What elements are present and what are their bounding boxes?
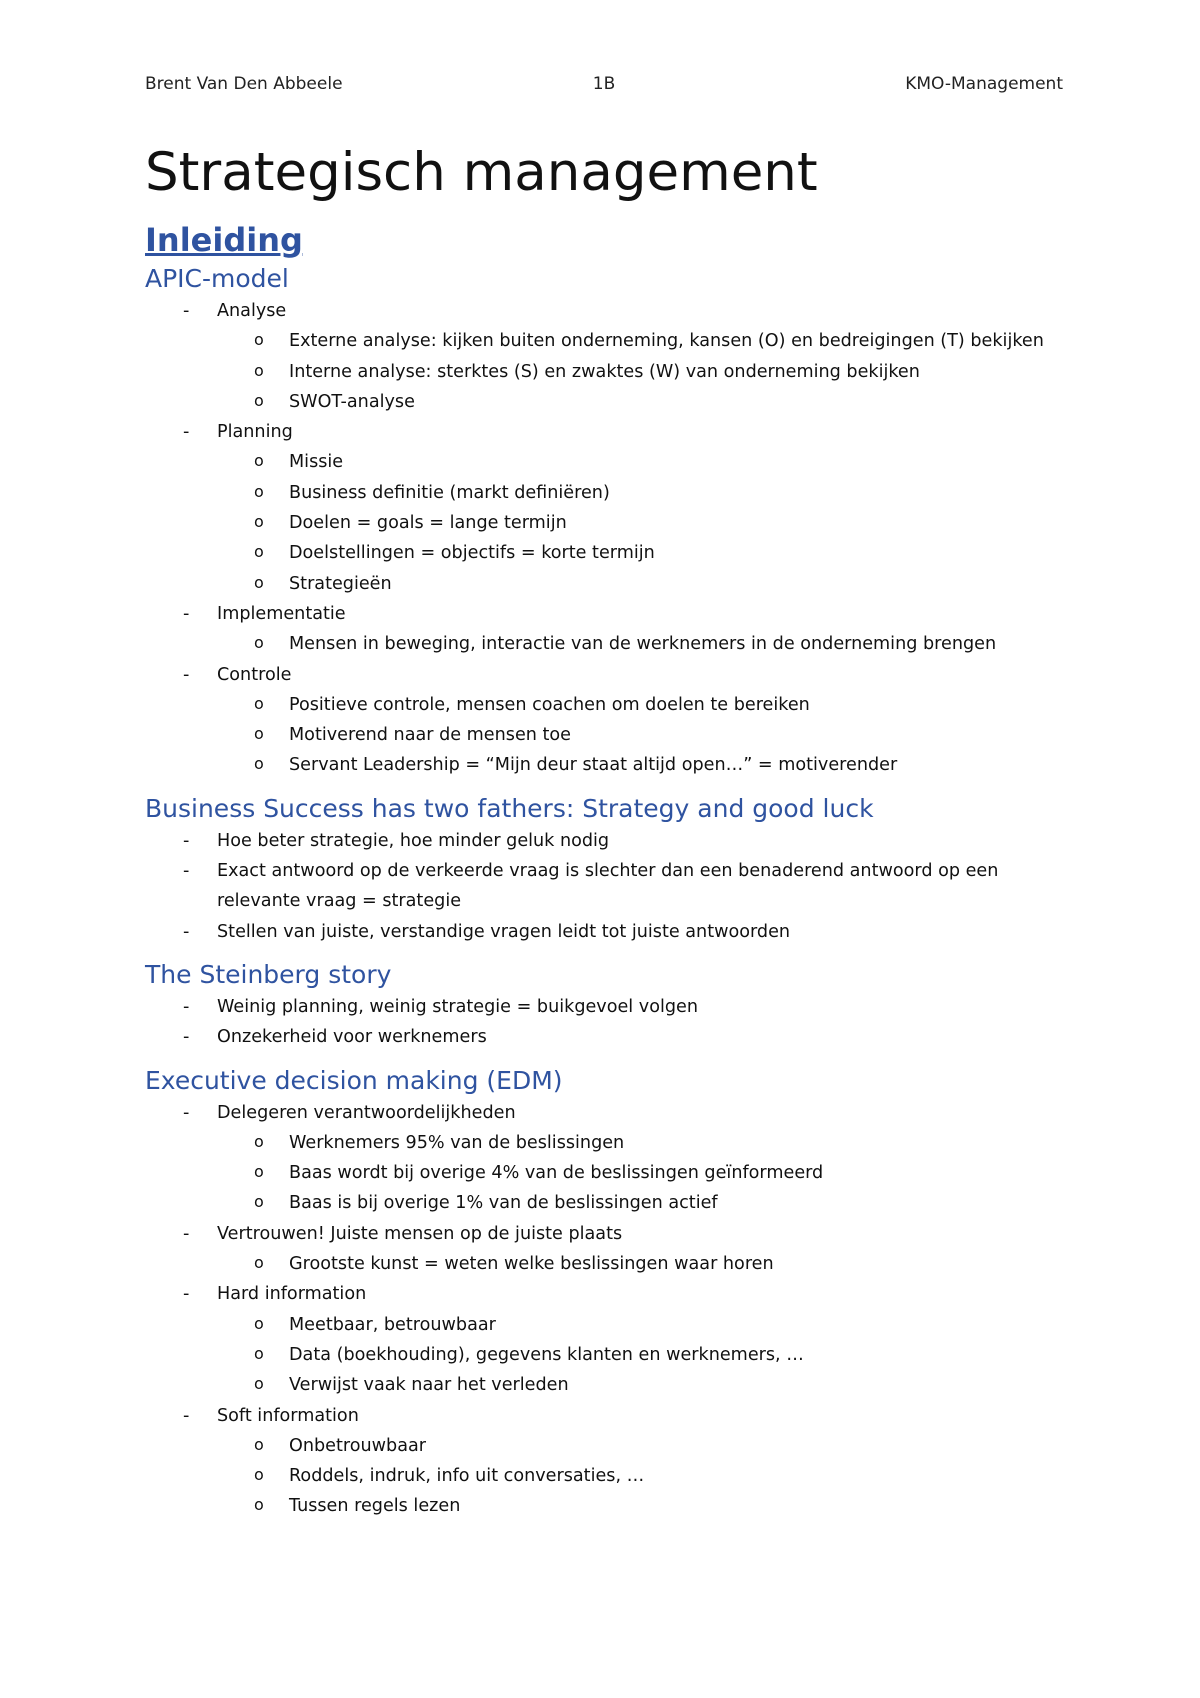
list-item [145,660,1065,781]
sub-list-item-text: Verwijst vaak naar het verleden [289,1375,569,1396]
circle-bullet-icon: o [254,633,264,653]
list-item-text: Planning [217,422,293,443]
sub-list-item [217,750,1065,780]
circle-bullet-icon: o [254,481,264,501]
circle-bullet-icon: o [254,1495,264,1515]
list-item [145,1022,1065,1052]
list-item-text: Delegeren verantwoordelijkheden [217,1102,516,1123]
dash-bullet-icon: - [183,1102,190,1123]
list-item-text: Stellen van juiste, verstandige vragen leidt tot juiste antwoorden [217,921,791,942]
list-item-text: Controle [217,664,292,685]
circle-bullet-icon: o [254,1343,264,1363]
circle-bullet-icon: o [254,1434,264,1454]
sub-list-item [217,720,1065,750]
list-item-text: Implementatie [217,603,346,624]
sub-list-item [217,1491,1065,1521]
circle-bullet-icon: o [254,1313,264,1333]
sub-bullet-list [217,690,1065,781]
sub-list-item [217,1370,1065,1400]
sub-list-item [217,1431,1065,1461]
circle-bullet-icon: o [254,330,264,350]
sub-list-item-text: Positieve controle, mensen coachen om doelen te bereiken [289,694,810,715]
bullet-list [145,826,1065,947]
sub-list-item-text: Servant Leadership = “Mijn deur staat altijd open…” = motiverender [289,755,898,776]
list-item-text: Onzekerheid voor werknemers [217,1027,487,1048]
header-author: Brent Van Den Abbeele [145,74,343,94]
sub-list-item [217,326,1065,356]
bullet-list [145,1098,1065,1522]
page-header [145,74,1063,98]
list-item [145,1401,1065,1522]
sub-list-item [217,508,1065,538]
sub-list-item [217,1249,1065,1279]
list-item [145,992,1065,1022]
sub-list-item-text: Business definitie (markt definiëren) [289,482,610,503]
sub-list-item-text: Meetbaar, betrouwbaar [289,1314,496,1335]
sub-list-item [217,690,1065,720]
sub-list-item-text: Mensen in beweging, interactie van de werknemers in de onderneming brengen [289,634,997,655]
dash-bullet-icon: - [183,996,190,1017]
sub-bullet-list [217,447,1065,598]
circle-bullet-icon: o [254,1192,264,1212]
sub-list-item-text: Onbetrouwbaar [289,1435,427,1456]
list-item [145,1219,1065,1280]
list-item [145,856,1065,917]
sub-list-item-text: Missie [289,452,344,473]
subsection-heading: Executive decision making (EDM) [145,1065,563,1095]
circle-bullet-icon: o [254,1253,264,1273]
dash-bullet-icon: - [183,861,190,882]
list-item-text: Hard information [217,1284,367,1305]
circle-bullet-icon: o [254,360,264,380]
circle-bullet-icon: o [254,512,264,532]
document-title: Strategisch management [145,142,818,203]
sub-bullet-list [217,326,1065,417]
sub-list-item [217,1340,1065,1370]
circle-bullet-icon: o [254,693,264,713]
sub-list-item-text: Grootste kunst = weten welke beslissingen waar horen [289,1254,774,1275]
sub-list-item [217,387,1065,417]
circle-bullet-icon: o [254,1374,264,1394]
sub-list-item-text: Doelen = goals = lange termijn [289,513,567,534]
dash-bullet-icon: - [183,1027,190,1048]
sub-bullet-list [217,1128,1065,1219]
sub-list-item-text: SWOT-analyse [289,391,415,412]
sub-list-item-text: Werknemers 95% van de beslissingen [289,1132,625,1153]
list-item [145,296,1065,417]
circle-bullet-icon: o [254,1162,264,1182]
document-body [145,140,1065,1522]
section-heading: Inleiding [145,221,303,259]
sub-list-item-text: Interne analyse: sterktes (S) en zwaktes (W) van onderneming bekijken [289,361,920,382]
circle-bullet-icon: o [254,1465,264,1485]
list-item-text: Exact antwoord op de verkeerde vraag is slechter dan een benaderend antwoord op een relevante vraag = strategie [217,861,999,912]
sub-list-item [217,357,1065,387]
dash-bullet-icon: - [183,603,190,624]
dash-bullet-icon: - [183,1405,190,1426]
list-item [145,599,1065,660]
sub-bullet-list [217,629,1065,659]
dash-bullet-icon: - [183,1223,190,1244]
sub-list-item [217,569,1065,599]
sub-list-item-text: Baas wordt bij overige 4% van de beslissingen geïnformeerd [289,1163,824,1184]
circle-bullet-icon: o [254,572,264,592]
bullet-list [145,296,1065,781]
circle-bullet-icon: o [254,542,264,562]
list-item [145,826,1065,856]
sub-list-item-text: Tussen regels lezen [289,1496,461,1517]
sub-list-item [217,1310,1065,1340]
sub-bullet-list [217,1310,1065,1401]
sub-list-item [217,447,1065,477]
sub-list-item-text: Baas is bij overige 1% van de beslissingen actief [289,1193,718,1214]
circle-bullet-icon: o [254,754,264,774]
list-item [145,1279,1065,1400]
subsection-heading: The Steinberg story [145,959,392,989]
list-item [145,1098,1065,1219]
dash-bullet-icon: - [183,1284,190,1305]
circle-bullet-icon: o [254,724,264,744]
sub-bullet-list [217,1249,1065,1279]
sub-list-item-text: Motiverend naar de mensen toe [289,725,572,746]
sub-list-item-text: Data (boekhouding), gegevens klanten en werknemers, … [289,1344,804,1365]
sub-list-item [217,538,1065,568]
sub-list-item-text: Roddels, indruk, info uit conversaties, … [289,1466,645,1487]
sub-list-item [217,629,1065,659]
header-class: 1B [592,74,616,94]
list-item-text: Soft information [217,1405,359,1426]
subsections-container [145,262,1065,1522]
header-course: KMO-Management [905,74,1063,94]
sub-list-item [217,478,1065,508]
list-item [145,417,1065,599]
list-item-text: Analyse [217,301,287,321]
list-item-text: Hoe beter strategie, hoe minder geluk nodig [217,830,610,851]
sub-list-item [217,1158,1065,1188]
subsection-heading: Business Success has two fathers: Strategy and good luck [145,793,874,823]
subsection-heading: APIC-model [145,264,289,293]
bullet-list [145,992,1065,1053]
sub-list-item [217,1128,1065,1158]
sub-list-item [217,1188,1065,1218]
dash-bullet-icon: - [183,664,190,685]
sub-list-item-text: Doelstellingen = objectifs = korte termijn [289,543,655,564]
sub-list-item-text: Strategieën [289,573,392,594]
dash-bullet-icon: - [183,301,190,321]
dash-bullet-icon: - [183,830,190,851]
circle-bullet-icon: o [254,1131,264,1151]
sub-list-item [217,1461,1065,1491]
circle-bullet-icon: o [254,451,264,471]
circle-bullet-icon: o [254,390,264,410]
sub-bullet-list [217,1431,1065,1522]
list-item-text: Weinig planning, weinig strategie = buikgevoel volgen [217,996,698,1017]
dash-bullet-icon: - [183,921,190,942]
list-item [145,917,1065,947]
dash-bullet-icon: - [183,422,190,443]
list-item-text: Vertrouwen! Juiste mensen op de juiste plaats [217,1223,623,1244]
sub-list-item-text: Externe analyse: kijken buiten onderneming, kansen (O) en bedreigingen (T) bekijken [289,331,1044,352]
